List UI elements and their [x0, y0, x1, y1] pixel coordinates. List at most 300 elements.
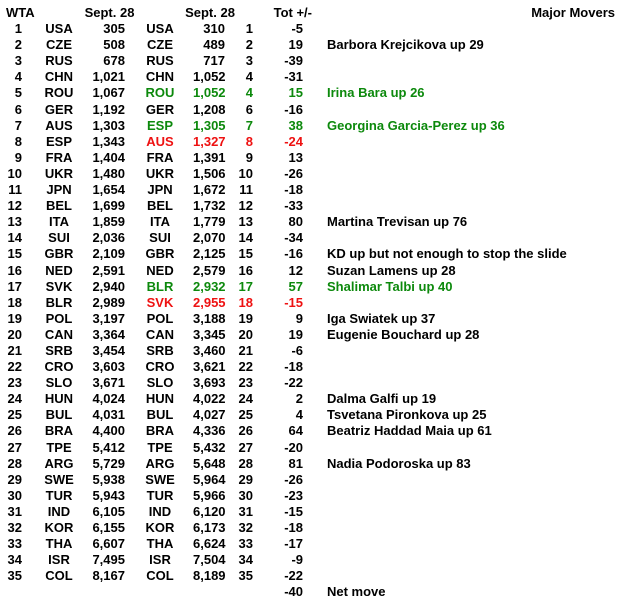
- points-prev-cell: 1,192: [92, 101, 125, 117]
- rank-prev-cell: 34: [7, 552, 22, 568]
- rank-prev-cell: 2: [14, 37, 22, 53]
- table-row: [0, 279, 621, 295]
- points-prev-cell: 678: [103, 53, 125, 69]
- country-curr-cell: BEL: [147, 198, 173, 214]
- points-diff-cell: 4: [295, 407, 303, 423]
- table-row: [0, 488, 621, 504]
- points-curr-cell: 4,336: [193, 423, 226, 439]
- country-curr-cell: TUR: [146, 487, 174, 503]
- mover-comment-cell: [306, 198, 621, 214]
- mover-comment-cell: [306, 230, 621, 246]
- header-major-movers: Major Movers: [531, 5, 615, 20]
- country-prev-cell: COL: [45, 568, 73, 584]
- points-prev-cell: 1,654: [92, 182, 125, 198]
- points-curr-cell: 8,189: [193, 568, 226, 584]
- table-row: [0, 85, 621, 101]
- points-curr-cell: 6,173: [193, 520, 226, 535]
- mover-comment-cell: Eugenie Bouchard up 28: [327, 326, 480, 342]
- mover-comment-cell: [306, 520, 621, 536]
- rank-prev-cell: 12: [7, 198, 22, 214]
- country-curr-cell: ITA: [150, 214, 170, 230]
- rank-curr-cell: 2: [245, 37, 253, 53]
- rank-prev-cell: 10: [7, 165, 22, 181]
- country-prev-cell: ITA: [49, 214, 69, 230]
- mover-comment-cell: [306, 102, 621, 118]
- points-prev-cell: 1,404: [92, 149, 125, 165]
- table-row: [0, 568, 621, 584]
- country-prev-cell: CZE: [46, 37, 72, 53]
- table-row: [0, 359, 621, 375]
- mover-comment-cell: Nadia Podoroska up 83: [327, 455, 471, 471]
- rank-curr-cell: 21: [238, 342, 253, 358]
- country-curr-cell: [127, 584, 193, 600]
- mover-comment-cell: Barbora Krejcikova up 29: [327, 37, 484, 53]
- country-prev-cell: GBR: [44, 246, 74, 262]
- country-curr-cell: JPN: [147, 182, 173, 198]
- table-row: [0, 440, 621, 456]
- points-curr-cell: 1,732: [193, 198, 226, 214]
- rank-curr-cell: 28: [238, 455, 253, 471]
- rank-prev-cell: 25: [7, 407, 22, 423]
- table-row: [0, 53, 621, 69]
- country-prev-cell: UKR: [44, 165, 74, 181]
- mover-comment-cell: [306, 295, 621, 311]
- rank-curr-cell: 4: [245, 85, 253, 101]
- rank-curr-cell: 11: [239, 182, 253, 198]
- country-curr-cell: RUS: [146, 53, 174, 69]
- rank-prev-cell: 5: [14, 85, 22, 101]
- rank-curr-cell: 23: [238, 375, 253, 391]
- rank-curr-cell: 15: [238, 246, 253, 262]
- table-header-row: [0, 5, 621, 21]
- points-curr-cell: 3,460: [193, 342, 226, 358]
- rank-curr-cell: 4: [245, 69, 253, 85]
- country-prev-cell: SRB: [45, 342, 73, 358]
- points-diff-cell: -39: [284, 53, 303, 69]
- points-prev-cell: 3,197: [92, 310, 125, 326]
- rank-prev-cell: 7: [14, 117, 22, 133]
- points-prev-cell: 1,021: [92, 69, 125, 85]
- table-row: [0, 375, 621, 391]
- points-prev-cell: 5,943: [92, 487, 125, 503]
- rank-curr-cell: 18: [238, 294, 253, 310]
- points-curr-cell: 717: [203, 53, 225, 69]
- points-diff-cell: 19: [288, 37, 303, 53]
- rank-prev-cell: 35: [7, 568, 22, 584]
- country-curr-cell: SRB: [146, 342, 174, 358]
- points-curr-cell: 1,672: [193, 182, 226, 198]
- country-prev-cell: TUR: [45, 487, 73, 503]
- points-prev-cell: 305: [103, 21, 125, 37]
- points-diff-cell: 9: [295, 310, 303, 326]
- points-prev-cell: [92, 584, 127, 600]
- rank-prev-cell: 21: [7, 342, 22, 358]
- rank-prev-cell: 20: [7, 326, 22, 342]
- rank-curr-cell: 7: [245, 117, 253, 133]
- points-curr-cell: 3,345: [193, 326, 226, 342]
- country-curr-cell: COL: [146, 568, 174, 584]
- rank-prev-cell: 22: [7, 359, 22, 375]
- points-curr-cell: 3,621: [193, 359, 226, 375]
- points-curr-cell: 4,027: [193, 407, 226, 423]
- points-prev-cell: 2,591: [92, 262, 125, 278]
- net-move-label: Net move: [327, 584, 386, 600]
- rank-curr-cell: 3: [245, 53, 253, 69]
- country-prev-cell: ESP: [45, 133, 72, 149]
- rank-prev-cell: 32: [7, 520, 22, 535]
- points-prev-cell: 8,167: [92, 568, 125, 584]
- points-curr-cell: 2,932: [193, 278, 226, 294]
- mover-comment-cell: Dalma Galfi up 19: [327, 391, 437, 407]
- country-prev-cell: CRO: [44, 359, 74, 375]
- points-diff-cell: 64: [288, 423, 303, 439]
- points-diff-cell: -16: [284, 101, 303, 117]
- table-row: [0, 214, 621, 230]
- country-curr-cell: BRA: [145, 423, 175, 439]
- mover-comment-cell: [306, 69, 621, 85]
- table-row: [0, 536, 621, 552]
- country-curr-cell: IND: [148, 503, 172, 519]
- points-diff-cell: 81: [288, 455, 303, 471]
- table-row: [0, 504, 621, 520]
- points-diff-cell: -5: [291, 21, 303, 37]
- rank-curr-cell: 8: [245, 133, 253, 149]
- country-prev-cell: [26, 584, 92, 600]
- rank-curr-cell: 35: [238, 568, 253, 584]
- mover-comment-cell: [306, 182, 621, 198]
- rank-prev-cell: 16: [7, 262, 22, 278]
- points-curr-cell: 2,579: [193, 262, 226, 278]
- points-prev-cell: 5,729: [92, 455, 125, 471]
- country-curr-cell: AUS: [146, 133, 174, 149]
- points-prev-cell: 1,480: [92, 165, 125, 181]
- points-diff-cell: 15: [288, 85, 303, 101]
- points-curr-cell: 7,504: [193, 552, 226, 568]
- points-prev-cell: 6,105: [92, 503, 125, 519]
- country-prev-cell: KOR: [44, 520, 74, 535]
- points-curr-cell: 6,624: [193, 536, 226, 552]
- mover-comment-cell: Irina Bara up 26: [327, 85, 425, 101]
- rank-prev-cell: 17: [7, 278, 22, 294]
- points-prev-cell: 2,036: [92, 230, 125, 246]
- points-curr-cell: [193, 584, 227, 600]
- mover-comment-cell: [306, 488, 621, 504]
- rank-curr-cell: 22: [238, 359, 253, 375]
- country-prev-cell: SUI: [48, 230, 70, 246]
- points-curr-cell: 5,648: [193, 455, 226, 471]
- points-curr-cell: 5,966: [193, 487, 226, 503]
- mover-comment-cell: [306, 21, 621, 37]
- points-prev-cell: 7,495: [92, 552, 125, 568]
- rank-curr-cell: 19: [238, 310, 253, 326]
- points-diff-cell: -34: [284, 230, 303, 246]
- table-row: [0, 182, 621, 198]
- net-move-row: [0, 584, 621, 600]
- rank-prev-cell: 31: [7, 503, 22, 519]
- rank-curr-cell: 1: [245, 21, 253, 37]
- points-prev-cell: 1,699: [92, 198, 125, 214]
- table-row: [0, 102, 621, 118]
- points-diff-cell: -6: [291, 342, 303, 358]
- mover-comment-cell: Beatriz Haddad Maia up 61: [327, 423, 492, 439]
- rank-prev-cell: 14: [7, 230, 22, 246]
- points-curr-cell: 1,779: [193, 214, 226, 230]
- rank-prev-cell: 33: [7, 536, 22, 552]
- country-curr-cell: ROU: [145, 85, 175, 101]
- points-diff-cell: -15: [284, 503, 303, 519]
- rank-curr-cell: 31: [238, 503, 253, 519]
- country-prev-cell: AUS: [45, 117, 73, 133]
- points-prev-cell: 6,607: [92, 536, 125, 552]
- country-prev-cell: ISR: [48, 552, 70, 568]
- mover-comment-cell: Shalimar Talbi up 40: [327, 278, 453, 294]
- net-move-value: -40: [284, 584, 303, 600]
- points-curr-cell: 2,955: [193, 294, 226, 310]
- country-curr-cell: THA: [146, 536, 174, 552]
- points-diff-cell: -20: [284, 439, 303, 455]
- points-diff-cell: -9: [291, 552, 303, 568]
- points-diff-cell: 38: [288, 117, 303, 133]
- points-prev-cell: 6,155: [92, 520, 125, 535]
- country-curr-cell: CRO: [145, 359, 175, 375]
- country-prev-cell: HUN: [44, 391, 74, 407]
- country-curr-cell: ARG: [145, 455, 175, 471]
- points-prev-cell: 3,603: [92, 359, 125, 375]
- points-diff-cell: -15: [284, 294, 303, 310]
- table-row: [0, 552, 621, 568]
- table-row: [0, 21, 621, 37]
- points-prev-cell: 5,938: [92, 471, 125, 487]
- rank-curr-cell: 29: [238, 471, 253, 487]
- country-prev-cell: THA: [45, 536, 73, 552]
- points-curr-cell: 2,070: [193, 230, 226, 246]
- points-diff-cell: -23: [284, 487, 303, 503]
- points-curr-cell: 4,022: [193, 391, 226, 407]
- country-prev-cell: BEL: [46, 198, 72, 214]
- table-row: [0, 37, 621, 53]
- mover-comment-cell: [306, 536, 621, 552]
- points-curr-cell: 1,052: [193, 85, 226, 101]
- country-prev-cell: BLR: [45, 294, 73, 310]
- mover-comment-cell: Tsvetana Pironkova up 25: [327, 407, 487, 423]
- points-diff-cell: -26: [284, 165, 303, 181]
- rank-curr-cell: 33: [238, 536, 253, 552]
- table-row: [0, 311, 621, 327]
- header-prev-date: Sept. 28: [84, 5, 135, 20]
- rank-curr-cell: 12: [238, 198, 253, 214]
- table-row: [0, 407, 621, 423]
- rank-curr-cell: 16: [238, 262, 253, 278]
- country-prev-cell: GER: [44, 101, 74, 117]
- points-prev-cell: 1,343: [92, 133, 125, 149]
- rank-prev-cell: 8: [14, 133, 22, 149]
- country-curr-cell: ISR: [149, 552, 171, 568]
- rank-curr-cell: 10: [238, 165, 253, 181]
- country-prev-cell: USA: [45, 21, 73, 37]
- rank-curr-cell: 6: [245, 101, 253, 117]
- country-prev-cell: RUS: [45, 53, 73, 69]
- points-curr-cell: 1,506: [193, 165, 226, 181]
- points-diff-cell: -18: [284, 182, 303, 198]
- points-diff-cell: -17: [284, 536, 303, 552]
- points-diff-cell: -26: [284, 471, 303, 487]
- mover-comment-cell: [306, 504, 621, 520]
- rank-curr-cell: 17: [238, 278, 253, 294]
- rank-curr-cell: 9: [245, 149, 253, 165]
- country-curr-cell: BLR: [146, 278, 174, 294]
- rank-prev-cell: 29: [7, 471, 22, 487]
- points-diff-cell: -16: [284, 246, 303, 262]
- points-prev-cell: 4,400: [92, 423, 125, 439]
- points-diff-cell: 19: [288, 326, 303, 342]
- mover-comment-cell: [306, 150, 621, 166]
- mover-comment-cell: [306, 343, 621, 359]
- country-prev-cell: FRA: [45, 149, 73, 165]
- table-row: [0, 150, 621, 166]
- points-diff-cell: -33: [284, 198, 303, 214]
- rank-curr-cell: 30: [238, 487, 253, 503]
- country-curr-cell: FRA: [146, 149, 174, 165]
- points-diff-cell: -24: [284, 133, 303, 149]
- points-prev-cell: 3,671: [92, 375, 125, 391]
- points-curr-cell: 1,052: [193, 69, 226, 85]
- rank-prev-cell: 27: [7, 439, 22, 455]
- country-curr-cell: HUN: [145, 391, 175, 407]
- country-prev-cell: JPN: [46, 182, 72, 198]
- country-curr-cell: SLO: [146, 375, 174, 391]
- table-row: [0, 134, 621, 150]
- points-curr-cell: 5,964: [193, 471, 226, 487]
- country-prev-cell: NED: [45, 262, 73, 278]
- points-prev-cell: 1,859: [92, 214, 125, 230]
- points-curr-cell: 1,208: [193, 101, 226, 117]
- country-curr-cell: BUL: [146, 407, 174, 423]
- header-wta: WTA: [6, 5, 35, 20]
- rank-curr-cell: 20: [238, 326, 253, 342]
- rank-curr-cell: 26: [238, 423, 253, 439]
- points-prev-cell: 1,067: [92, 85, 125, 101]
- points-prev-cell: 4,031: [92, 407, 125, 423]
- rank-curr-cell: 32: [238, 520, 253, 535]
- header-total-diff: Tot +/-: [273, 5, 312, 20]
- country-curr-cell: TPE: [147, 439, 173, 455]
- mover-comment-cell: [306, 359, 621, 375]
- country-curr-cell: SUI: [149, 230, 171, 246]
- mover-comment-cell: [306, 166, 621, 182]
- country-curr-cell: CZE: [147, 37, 173, 53]
- rank-prev-cell: 19: [7, 310, 22, 326]
- points-diff-cell: -22: [284, 375, 303, 391]
- points-diff-cell: -31: [284, 69, 303, 85]
- table-row: [0, 230, 621, 246]
- points-curr-cell: 1,391: [193, 149, 226, 165]
- country-curr-cell: SWE: [145, 471, 175, 487]
- country-prev-cell: ROU: [44, 85, 74, 101]
- rank-prev-cell: 15: [7, 246, 22, 262]
- rank-prev-cell: 9: [14, 149, 22, 165]
- rank-prev-cell: 26: [7, 423, 22, 439]
- points-prev-cell: 5,412: [92, 439, 125, 455]
- mover-comment-cell: [306, 134, 621, 150]
- points-prev-cell: 2,940: [92, 278, 125, 294]
- country-prev-cell: TPE: [46, 439, 72, 455]
- rank-curr-cell: 24: [238, 391, 253, 407]
- points-curr-cell: 2,125: [193, 246, 226, 262]
- country-prev-cell: ARG: [44, 455, 74, 471]
- mover-comment-cell: [306, 53, 621, 69]
- rank-prev-cell: 13: [7, 214, 22, 230]
- rank-curr-cell: 13: [238, 214, 253, 230]
- country-prev-cell: CHN: [44, 69, 74, 85]
- country-prev-cell: SLO: [45, 375, 73, 391]
- table-body: [0, 21, 621, 584]
- country-curr-cell: ESP: [146, 117, 173, 133]
- country-curr-cell: NED: [146, 262, 174, 278]
- country-curr-cell: CAN: [145, 326, 175, 342]
- mover-comment-cell: [306, 472, 621, 488]
- table-row: [0, 166, 621, 182]
- rank-curr-cell: 34: [238, 552, 253, 568]
- rank-prev-cell: 1: [14, 21, 22, 37]
- country-curr-cell: USA: [146, 21, 174, 37]
- table-row: [0, 343, 621, 359]
- country-prev-cell: IND: [47, 503, 71, 519]
- points-curr-cell: 5,432: [193, 439, 226, 455]
- points-prev-cell: 2,989: [92, 294, 125, 310]
- rank-curr-cell: 14: [238, 230, 253, 246]
- mover-comment-cell: [306, 375, 621, 391]
- points-prev-cell: 3,454: [92, 342, 125, 358]
- rank-prev-cell: 11: [8, 182, 22, 198]
- table-row: [0, 391, 621, 407]
- points-prev-cell: 2,109: [92, 246, 125, 262]
- rank-prev-cell: 28: [7, 455, 22, 471]
- points-diff-cell: -18: [284, 520, 303, 535]
- country-curr-cell: GBR: [145, 246, 175, 262]
- table-row: [0, 69, 621, 85]
- table-row: [0, 198, 621, 214]
- points-prev-cell: 4,024: [92, 391, 125, 407]
- points-diff-cell: -22: [284, 568, 303, 584]
- points-curr-cell: 489: [203, 37, 225, 53]
- table-row: [0, 520, 621, 536]
- table-row: [0, 246, 621, 262]
- table-row: [0, 472, 621, 488]
- table-row: [0, 263, 621, 279]
- points-diff-cell: 2: [295, 391, 303, 407]
- points-curr-cell: 1,305: [193, 117, 226, 133]
- mover-comment-cell: Iga Swiatek up 37: [327, 310, 436, 326]
- mover-comment-cell: [306, 552, 621, 568]
- points-diff-cell: 57: [288, 278, 303, 294]
- points-diff-cell: 13: [288, 149, 303, 165]
- mover-comment-cell: [306, 440, 621, 456]
- country-curr-cell: KOR: [145, 520, 175, 535]
- country-curr-cell: UKR: [145, 165, 175, 181]
- points-prev-cell: 508: [103, 37, 125, 53]
- country-prev-cell: BUL: [45, 407, 73, 423]
- table-row: [0, 456, 621, 472]
- country-curr-cell: POL: [146, 310, 174, 326]
- country-prev-cell: CAN: [44, 326, 74, 342]
- mover-comment-cell: KD up but not enough to stop the slide: [327, 246, 567, 262]
- country-prev-cell: BRA: [44, 423, 74, 439]
- mover-comment-cell: [306, 568, 621, 584]
- points-diff-cell: 12: [288, 262, 303, 278]
- points-prev-cell: 3,364: [92, 326, 125, 342]
- rank-prev-cell: 4: [14, 69, 22, 85]
- country-prev-cell: POL: [45, 310, 73, 326]
